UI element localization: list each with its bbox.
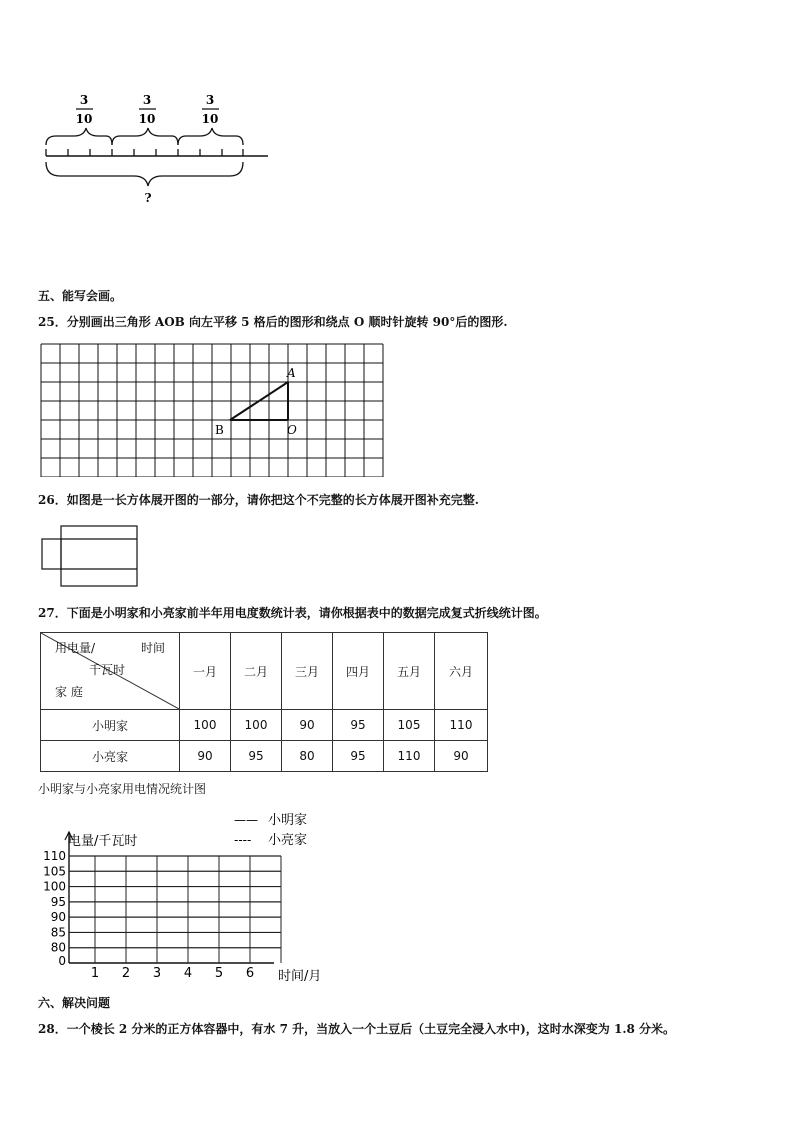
fraction-3-denominator: 10 <box>201 112 219 126</box>
month-header: 二月 <box>231 633 282 710</box>
y-tick-label: 90 <box>50 910 66 925</box>
electricity-usage-table <box>40 632 488 772</box>
y-tick-label: 80 <box>50 940 66 955</box>
y-tick-label: 105 <box>43 864 66 879</box>
legend-dashed-label: 小亮家 <box>268 833 308 848</box>
table-row <box>41 741 488 772</box>
fraction-1-denominator: 10 <box>75 112 93 126</box>
x-tick-label: 6 <box>245 966 255 981</box>
x-tick-label: 2 <box>121 966 131 981</box>
month-header: 四月 <box>333 633 384 710</box>
y-tick-label: 100 <box>43 879 66 894</box>
legend-solid-label: 小明家 <box>268 813 308 828</box>
question-27: 27．下面是小明家和小亮家前半年用电度数统计表，请你根据表中的数据完成复式折线统计图。 <box>38 606 547 620</box>
table-cell: 110 <box>384 741 435 772</box>
table-cell: 95 <box>333 741 384 772</box>
x-tick-label: 4 <box>183 966 193 981</box>
label-A: A <box>287 366 296 380</box>
family-name: 小明家 <box>41 710 180 741</box>
label-B: B <box>215 423 224 437</box>
number-line-figure <box>38 90 278 210</box>
y-tick-label: 110 <box>43 849 66 863</box>
corner-usage-label: 用电量/ <box>55 641 96 655</box>
question-26: 26．如图是一长方体展开图的一部分，请你把这个不完整的长方体展开图补充完整. <box>38 493 479 507</box>
x-tick-label: 5 <box>214 966 224 981</box>
fraction-3 <box>202 93 219 126</box>
q25-grid <box>38 341 384 477</box>
legend-solid-glyph: —— <box>234 813 258 827</box>
table-cell: 80 <box>282 741 333 772</box>
label-O: O <box>287 423 297 437</box>
question-25: 25．分别画出三角形 AOB 向左平移 5 格后的图形和绕点 O 顺时针旋转 90°后的图形. <box>38 315 508 329</box>
table-cell: 105 <box>384 710 435 741</box>
month-header: 一月 <box>180 633 231 710</box>
top-brace-3 <box>178 128 243 145</box>
fraction-2-numerator: 3 <box>142 93 152 107</box>
bottom-brace <box>46 162 243 186</box>
table-cell: 110 <box>435 710 488 741</box>
x-axis-label: 时间/月 <box>278 969 322 984</box>
y-axis-label: 电量/千瓦时 <box>68 834 138 849</box>
question-mark: ? <box>144 191 152 205</box>
table-cell: 100 <box>180 710 231 741</box>
table-cell: 90 <box>435 741 488 772</box>
table-cell: 90 <box>180 741 231 772</box>
corner-unit-label: 千瓦时 <box>89 663 126 677</box>
section-5-title: 五、能写会画。 <box>38 289 123 303</box>
fraction-1-numerator: 3 <box>79 93 89 107</box>
cuboid-net-figure <box>38 521 142 591</box>
section-6-title: 六、解决问题 <box>38 996 111 1010</box>
corner-time-label: 时间 <box>141 641 166 655</box>
fraction-3-numerator: 3 <box>205 93 215 107</box>
table-cell: 100 <box>231 710 282 741</box>
y-tick-label: 85 <box>50 925 66 940</box>
line-chart <box>38 808 338 988</box>
chart-caption: 小明家与小亮家用电情况统计图 <box>38 782 207 796</box>
table-cell: 90 <box>282 710 333 741</box>
top-brace-1 <box>46 128 112 145</box>
legend-dashed-glyph: ---- <box>234 833 252 847</box>
y-tick-label: 95 <box>50 894 66 909</box>
family-name: 小亮家 <box>41 741 180 772</box>
month-header: 三月 <box>282 633 333 710</box>
top-brace-2 <box>112 128 178 145</box>
table-cell: 95 <box>231 741 282 772</box>
table-row <box>41 710 488 741</box>
table-cell: 95 <box>333 710 384 741</box>
corner-family-label: 家 庭 <box>55 685 83 699</box>
y-tick-label: 0 <box>58 954 66 968</box>
fraction-2-denominator: 10 <box>138 112 156 126</box>
table-corner-header <box>41 633 180 710</box>
month-header: 五月 <box>384 633 435 710</box>
question-28: 28．一个棱长 2 分米的正方体容器中，有水 7 升，当放入一个土豆后（土豆完全浸入水中)，这时水深变为 1.8 分米。 <box>38 1022 676 1036</box>
month-header: 六月 <box>435 633 488 710</box>
x-tick-label: 1 <box>90 966 100 981</box>
fraction-2 <box>139 93 156 126</box>
fraction-1 <box>76 93 93 126</box>
x-tick-label: 3 <box>152 966 162 981</box>
